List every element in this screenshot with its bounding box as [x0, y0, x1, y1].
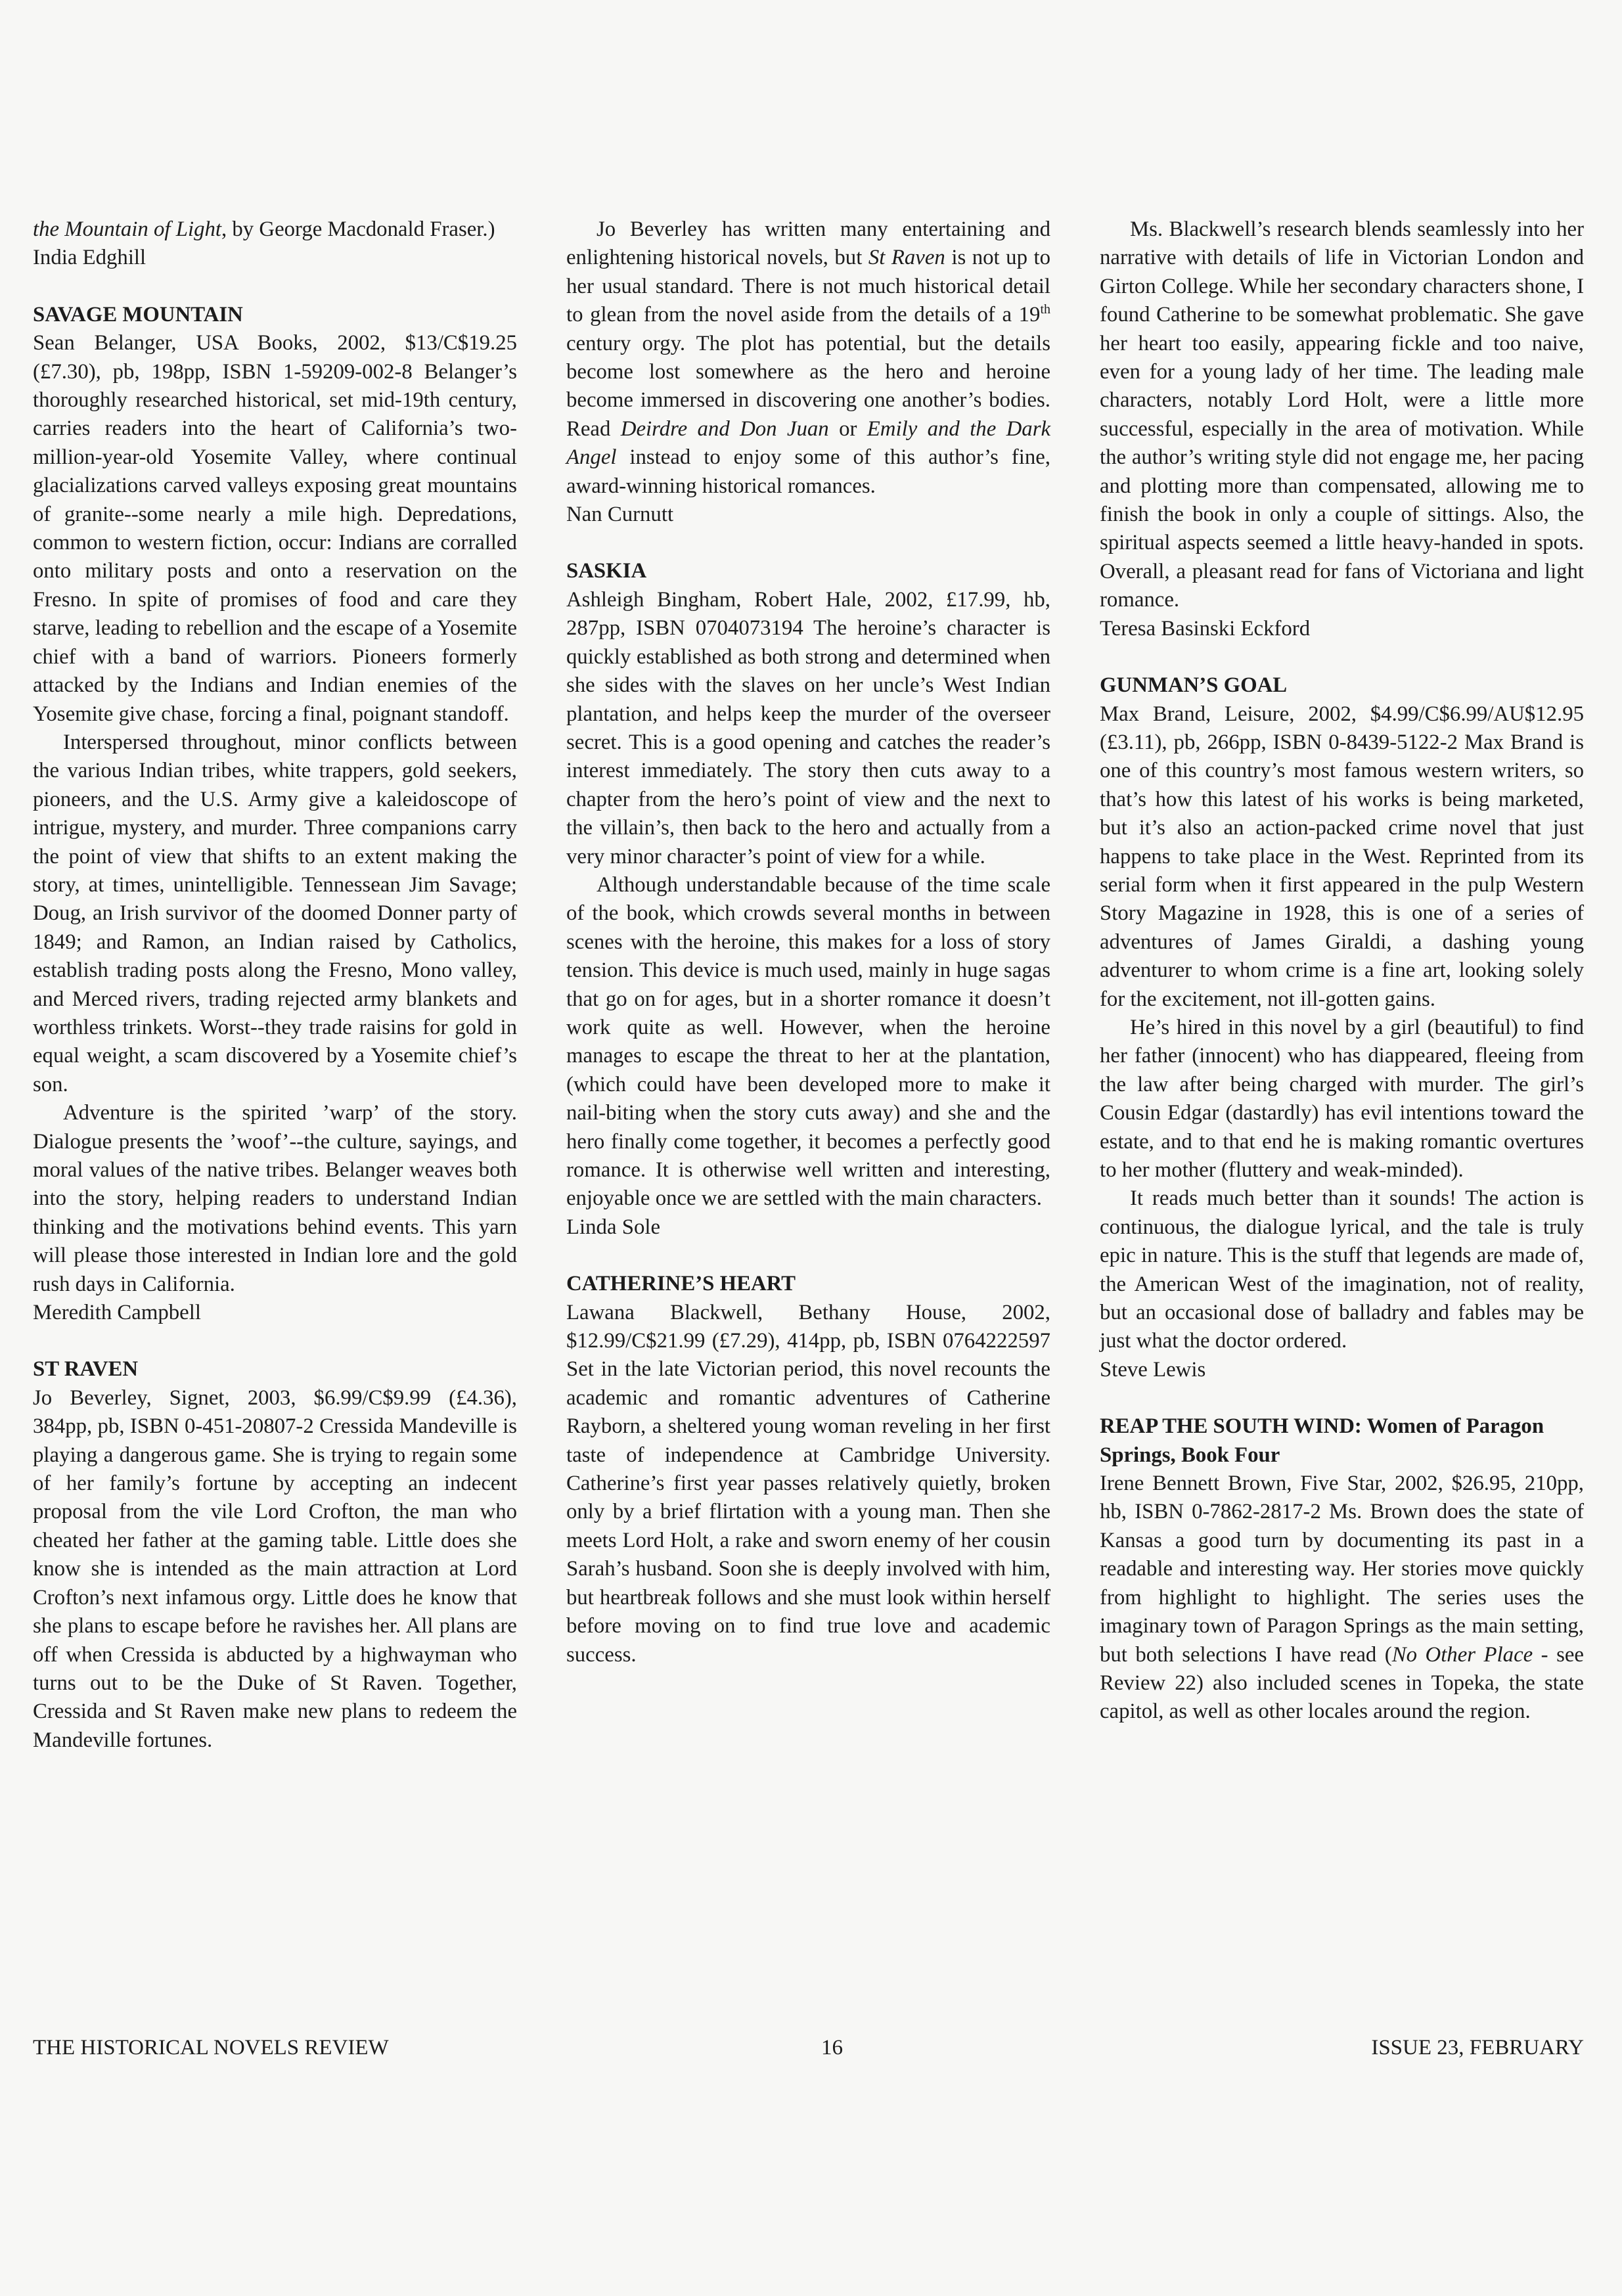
review-paragraph: Although understandable because of the time scale of the book, which crowds several months in between scenes with the heroine, this makes for a loss of story tension. This device is much used, mainly in huge sagas that go on for ages, but in a shorter romance it doesn’t work quite as well. However, when the heroine manages to escape the threat to her at the plantation, (which could have been developed more to make it nail-biting when the story cuts away) and she and the hero finally come together, it becomes a perfectly good romance. It is otherwise well written and interesting, enjoyable once we are settled with the main characters. [566, 872, 1050, 1211]
review-body: Ashleigh Bingham, Robert Hale, 2002, £17.99, hb, 287pp, ISBN 0704073194 The heroine’s character is quickly established as both strong and determined when she sides with the slaves on her uncle’s West Indian plantation, and helps keep the murder of the overseer secret. This is a good opening and catches the reader’s interest immediately. The story then cuts away to a chapter from the hero’s point of view and the next to the villain’s, then back to the hero and actually from a very minor character’s point of view for a while. [566, 587, 1050, 868]
review-body: Max Brand, Leisure, 2002, $4.99/C$6.99/AU$12.95 (£3.11), pb, 266pp, ISBN 0-8439-5122-2 Max Brand is one of this country’s most famous western writers, so that’s how this latest of his works is being marketed, but it’s also an action-packed crime novel that just happens to take place in the West. Reprinted from its serial form when it first appeared in the pulp Western Story Magazine in 1928, this is one of a series of adventures of James Giraldi, a dashing young adventurer to whom crime is a fine art, looking solely for the excitement, not ill-gotten gains. [1100, 702, 1584, 1011]
text-run: Irene Bennett Brown, Five Star, 2002, $26.95, 210pp, hb, ISBN 0-7862-2817-2 Ms. Brown does the state of Kansas a good turn by documenting its past in a readable and interesting way. Her stories move quickly from highlight to highlight. The series uses the imaginary town of Paragon Springs as the main setting, but both selections I have read ( [1100, 1472, 1584, 1667]
issue-label: ISSUE 23, FEBRUARY [1371, 2036, 1584, 2060]
column-left [33, 215, 517, 1755]
text-run: instead to enjoy some of this author’s fine, award-winning historical romances. [566, 445, 1050, 498]
review-title: SASKIA [566, 559, 647, 583]
column-middle [566, 215, 1050, 1669]
continued-text: , by George Macdonald Fraser.) [221, 217, 495, 241]
text-run: century orgy. The plot has potential, but the details become lost somewhere as the hero and heroine become immersed in discovering one another’s bodies. Read [566, 331, 1050, 441]
review-title: CATHERINE’S HEART [566, 1272, 796, 1296]
reviewer-name: Teresa Basinski Eckford [1100, 616, 1311, 641]
review-title: ST RAVEN [33, 1357, 139, 1382]
superscript: th [1040, 302, 1050, 317]
page-number: 16 [821, 2036, 843, 2060]
review-paragraph: Adventure is the spirited ’warp’ of the story. Dialogue presents the ’woof’--the culture, sayings, and moral values of the native tribes. Belanger weaves both into the story, helping readers to understand Indian thinking and the motivations behind events. This yarn will please those interested in Indian lore and the gold rush days in California. [33, 1101, 517, 1296]
reviewer-name: Steve Lewis [1100, 1357, 1206, 1382]
review-paragraph: Ms. Blackwell’s research blends seamlessly into her narrative with details of life in Victorian London and Girton College. While her secondary characters shone, I found Catherine to be somewhat problematic. She gave her heart too easily, appearing fickle and too naive, even for a young lady of her time. The leading male characters, notably Lord Holt, were a little more successful, especially in the area of motivation. While the author’s writing style did not engage me, her pacing and plotting more than compensated, allowing me to finish the book in only a couple of sittings. Also, the spiritual aspects seemed a little heavy-handed in spots. Overall, a pleasant read for fans of Victoriana and light romance. [1100, 217, 1584, 612]
reviewer-name: Meredith Campbell [33, 1301, 201, 1325]
reviewer-name: Nan Curnutt [566, 503, 674, 527]
review-title: REAP THE SOUTH WIND: Women of Paragon Springs, Book Four [1100, 1414, 1544, 1467]
text-run: is not up to her usual standard. There is not much historical detail to glean from the novel aside from the details of a 19 [566, 246, 1050, 327]
book-title-italic: Emily and the Dark Angel [566, 416, 1051, 470]
review-paragraph: He’s hired in this novel by a girl (beautiful) to find her father (innocent) who has diappeared, fleeing from the law after being charged with murder. The girl’s Cousin Edgar (dastardly) has evil intentions toward the estate, and to that end he is making romantic overtures to her mother (fluttery and weak-minded). [1100, 1015, 1584, 1182]
review-title: SAVAGE MOUNTAIN [33, 302, 243, 326]
text-run: Jo Beverley has written many entertaining and enlightening historical novels, but [566, 217, 1050, 270]
review-body: Lawana Blackwell, Bethany House, 2002, $12.99/C$21.99 (£7.29), 414pp, pb, ISBN 0764222597 Set in the late Victorian period, this novel recounts the academic and romantic adventures of Catherine Rayborn, a sheltered young woman reveling in her first taste of independence at Cambridge University. Catherine’s first year passes relatively quietly, broken only by a brief flirtation with a young man. Then she meets Lord Holt, a rake and sworn enemy of her cousin Sarah’s husband. Soon she is deeply involved with him, but heartbreak follows and she must look within herself before moving on to find true love and academic success. [566, 1300, 1050, 1667]
text-run: - see Review 22) also included scenes in Topeka, the state capitol, as well as other locales around the region. [1100, 1642, 1584, 1724]
review-paragraph: It reads much better than it sounds! The action is continuous, the dialogue lyrical, and the tale is truly epic in nature. This is the stuff that legends are made of, the American West of the imagination, not of reality, but an occasional dose of balladry and fables may be just what the doctor ordered. [1100, 1186, 1584, 1353]
review-body: Sean Belanger, USA Books, 2002, $13/C$19.25 (£7.30), pb, 198pp, ISBN 1-59209-002-8 Belanger’s thoroughly researched historical, set mid-19th century, carries readers into the heart of California’s two-million-year-old Yosemite Valley, where continual glacializations carved valleys exposing great mountains of granite--some nearly a mile high. Depredations, common to western fiction, occur: Indians are corralled onto military posts and onto a reservation on the Fresno. In spite of promises of food and care they starve, leading to rebellion and the escape of a Yosemite chief with a band of warriors. Pioneers formerly attacked by the Indians and Indian enemies of the Yosemite give chase, forcing a final, poignant standoff. [33, 331, 517, 726]
reviewer-name: India Edghill [33, 246, 146, 270]
review-paragraph [566, 215, 1050, 501]
book-title-italic: St Raven [868, 246, 945, 270]
page-footer [33, 2033, 1584, 2065]
review-body: Jo Beverley, Signet, 2003, $6.99/C$9.99 (£4.36), 384pp, pb, ISBN 0-451-20807-2 Cressida Mandeville is playing a dangerous game. She is trying to regain some of her family’s fortune by accepting an indecent proposal from the vile Lord Crofton, the man who cheated her father at the gaming table. Little does she know she is intended as the main attraction at Lord Crofton’s next infamous orgy. Little does he know that she plans to escape before he ravishes her. All plans are off when Cressida is abducted by a highwayman who turns out to be the Duke of St Raven. Together, Cressida and St Raven make new plans to redeem the Mandeville fortunes. [33, 1385, 517, 1752]
review-body [1100, 1470, 1584, 1726]
continued-review-end [33, 215, 517, 244]
reviewer-name: Linda Sole [566, 1215, 661, 1239]
column-right [1100, 215, 1584, 1726]
publication-name: THE HISTORICAL NOVELS REVIEW [33, 2036, 389, 2060]
review-title: GUNMAN’S GOAL [1100, 673, 1288, 698]
review-paragraph: Interspersed throughout, minor conflicts between the various Indian tribes, white trappers, gold seekers, pioneers, and the U.S. Army give a kaleidoscope of intrigue, mystery, and murder. Three companions carry the point of view that shifts to an extent making the story, at times, unintelligible. Tennessean Jim Savage; Doug, an Irish survivor of the doomed Donner party of 1849; and Ramon, an Indian raised by Catholics, establish trading posts along the Fresno, Mono valley, and Merced rivers, trading rejected army blankets and worthless trinkets. Worst--they trade raisins for gold in equal weight, a scam discovered by a Yosemite chief’s son. [33, 730, 517, 1096]
book-title-italic: Deirdre and Don Juan [620, 416, 829, 441]
text-run: or [828, 416, 867, 441]
book-title-italic: No Other Place [1391, 1642, 1533, 1667]
book-title-italic: the Mountain of Light [33, 217, 221, 241]
